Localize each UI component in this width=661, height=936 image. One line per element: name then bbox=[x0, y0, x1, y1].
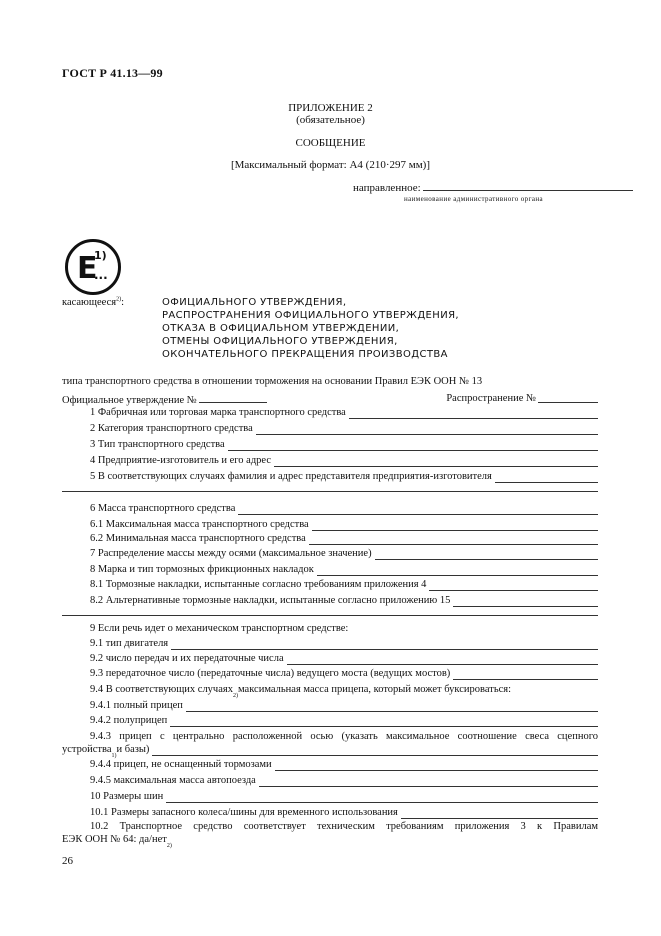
item-9-4-4-field[interactable] bbox=[275, 760, 598, 771]
item-7: 7 Распределение массы между осями (максимальное значение) bbox=[90, 547, 598, 560]
approval-number-label: Официальное утверждение № bbox=[62, 395, 197, 406]
item-6-2-field[interactable] bbox=[309, 534, 598, 545]
page-number: 26 bbox=[62, 855, 73, 867]
action-item: ОФИЦИАЛЬНОГО УТВЕРЖДЕНИЯ, bbox=[162, 297, 347, 308]
item-9-4-3-line2: устройства 1) и базы) bbox=[62, 743, 598, 756]
item-1-field[interactable] bbox=[349, 408, 598, 419]
action-item: РАСПРОСТРАНЕНИЯ ОФИЦИАЛЬНОГО УТВЕРЖДЕНИЯ, bbox=[162, 310, 460, 321]
item-9: 9 Если речь идет о механическом транспортном средстве: bbox=[90, 623, 349, 634]
emark-dots: ... bbox=[94, 268, 108, 282]
sender-row bbox=[353, 180, 633, 194]
concerning-colon: : bbox=[121, 297, 124, 308]
item-8-2-continuation-field[interactable] bbox=[62, 615, 598, 616]
item-9-1-field[interactable] bbox=[171, 639, 598, 650]
item-9-4-5-field[interactable] bbox=[259, 776, 598, 787]
item-4: 4 Предприятие-изготовитель и его адрес bbox=[90, 454, 598, 467]
standard-header: ГОСТ Р 41.13—99 bbox=[62, 66, 163, 80]
item-8: 8 Марка и тип тормозных фрикционных накладок bbox=[90, 563, 598, 576]
item-9-2-field[interactable] bbox=[287, 654, 598, 665]
item-6-1: 6.1 Максимальная масса транспортного средства bbox=[90, 518, 598, 531]
item-5-field[interactable] bbox=[495, 472, 598, 483]
item-10-field[interactable] bbox=[166, 792, 598, 803]
item-6-field[interactable] bbox=[238, 504, 598, 515]
item-9-4-4: 9.4.4 прицеп, не оснащенный тормозами bbox=[90, 758, 598, 771]
concerning-label bbox=[62, 297, 124, 308]
item-1: 1 Фабричная или торговая марка транспортного средства bbox=[90, 406, 598, 419]
item-8-field[interactable] bbox=[317, 565, 598, 576]
format-note: [Максимальный формат: А4 (210·297 мм)] bbox=[230, 159, 431, 171]
item-10: 10 Размеры шин bbox=[90, 790, 598, 803]
action-item: ОТКАЗА В ОФИЦИАЛЬНОМ УТВЕРЖДЕНИИ, bbox=[162, 323, 400, 334]
item-9-4-2-field[interactable] bbox=[170, 716, 598, 727]
extension-number-field[interactable] bbox=[538, 392, 598, 403]
concerning-text: касающееся bbox=[62, 297, 117, 308]
item-9-4-1: 9.4.1 полный прицеп bbox=[90, 699, 598, 712]
item-2: 2 Категория транспортного средства bbox=[90, 422, 598, 435]
item-9-4-3-field[interactable] bbox=[152, 745, 598, 756]
item-10-2-line2: ЕЭК ООН № 64: да/нет 2) bbox=[62, 834, 172, 849]
item-9-3: 9.3 передаточное число (передаточные числа) ведущего моста (ведущих мостов) bbox=[90, 667, 598, 680]
item-9-4-5: 9.4.5 максимальная масса автопоезда bbox=[90, 774, 598, 787]
item-9-4: 9.4 В соответствующих случаях 2) максимальная масса прицепа, который может буксироваться: bbox=[90, 684, 512, 699]
intro-text: типа транспортного средства в отношении торможения на основании Правил ЕЭК ООН № 13 bbox=[62, 376, 483, 387]
item-9-4-1-field[interactable] bbox=[186, 701, 598, 712]
approval-number-field[interactable] bbox=[199, 392, 267, 403]
item-8-1-field[interactable] bbox=[429, 580, 598, 591]
extension-number-label: Распространение № bbox=[446, 393, 536, 404]
item-5: 5 В соответствующих случаях фамилия и адрес представителя предприятия-изготовителя bbox=[90, 470, 598, 483]
item-8-2-field[interactable] bbox=[453, 596, 598, 607]
item-6-2: 6.2 Минимальная масса транспортного средства bbox=[90, 532, 598, 545]
item-9-1: 9.1 тип двигателя bbox=[90, 637, 598, 650]
approval-mark-icon bbox=[64, 238, 122, 296]
sender-label: направленное: bbox=[353, 182, 421, 194]
item-4-field[interactable] bbox=[274, 456, 598, 467]
item-3: 3 Тип транспортного средства bbox=[90, 438, 598, 451]
item-8-2: 8.2 Альтернативные тормозные накладки, испытанные согласно приложению 15 bbox=[90, 594, 598, 607]
sender-field[interactable] bbox=[423, 180, 633, 191]
item-9-2: 9.2 число передач и их передаточные числа bbox=[90, 652, 598, 665]
approval-numbers-row bbox=[62, 392, 598, 405]
item-10-1: 10.1 Размеры запасного колеса/шины для временного использования bbox=[90, 806, 598, 819]
item-9-4-2: 9.4.2 полуприцеп bbox=[90, 714, 598, 727]
item-3-field[interactable] bbox=[228, 440, 598, 451]
item-10-2-line1: 10.2 Транспортное средство соответствует техническим требованиям приложения 3 к Правилам bbox=[90, 821, 598, 832]
item-6-1-field[interactable] bbox=[312, 520, 598, 531]
action-list bbox=[162, 296, 459, 361]
annex-status: (обязательное) bbox=[296, 114, 365, 126]
item-6: 6 Масса транспортного средства bbox=[90, 502, 598, 515]
emark-sup: 1) bbox=[94, 249, 107, 262]
annex-title: ПРИЛОЖЕНИЕ 2 bbox=[288, 102, 373, 114]
document-title: СООБЩЕНИЕ bbox=[295, 137, 366, 149]
item-9-4-3-line1: 9.4.3 прицеп с центрально расположенной осью (указать максимальное соотношение свеса сцепного bbox=[90, 731, 598, 742]
item-5-continuation-field[interactable] bbox=[62, 491, 598, 492]
item-2-field[interactable] bbox=[256, 424, 598, 435]
action-item: ОТМЕНЫ ОФИЦИАЛЬНОГО УТВЕРЖДЕНИЯ, bbox=[162, 336, 398, 347]
item-7-field[interactable] bbox=[375, 549, 598, 560]
action-item: ОКОНЧАТЕЛЬНОГО ПРЕКРАЩЕНИЯ ПРОИЗВОДСТВА bbox=[162, 349, 448, 360]
emark-letter: E bbox=[77, 251, 98, 286]
item-10-1-field[interactable] bbox=[401, 808, 598, 819]
concerning-footnote: 2) bbox=[116, 296, 122, 303]
item-8-1: 8.1 Тормозные накладки, испытанные согласно требованиям приложения 4 bbox=[90, 578, 598, 591]
sender-caption: наименование административного органа bbox=[404, 195, 543, 203]
item-9-3-field[interactable] bbox=[453, 669, 598, 680]
